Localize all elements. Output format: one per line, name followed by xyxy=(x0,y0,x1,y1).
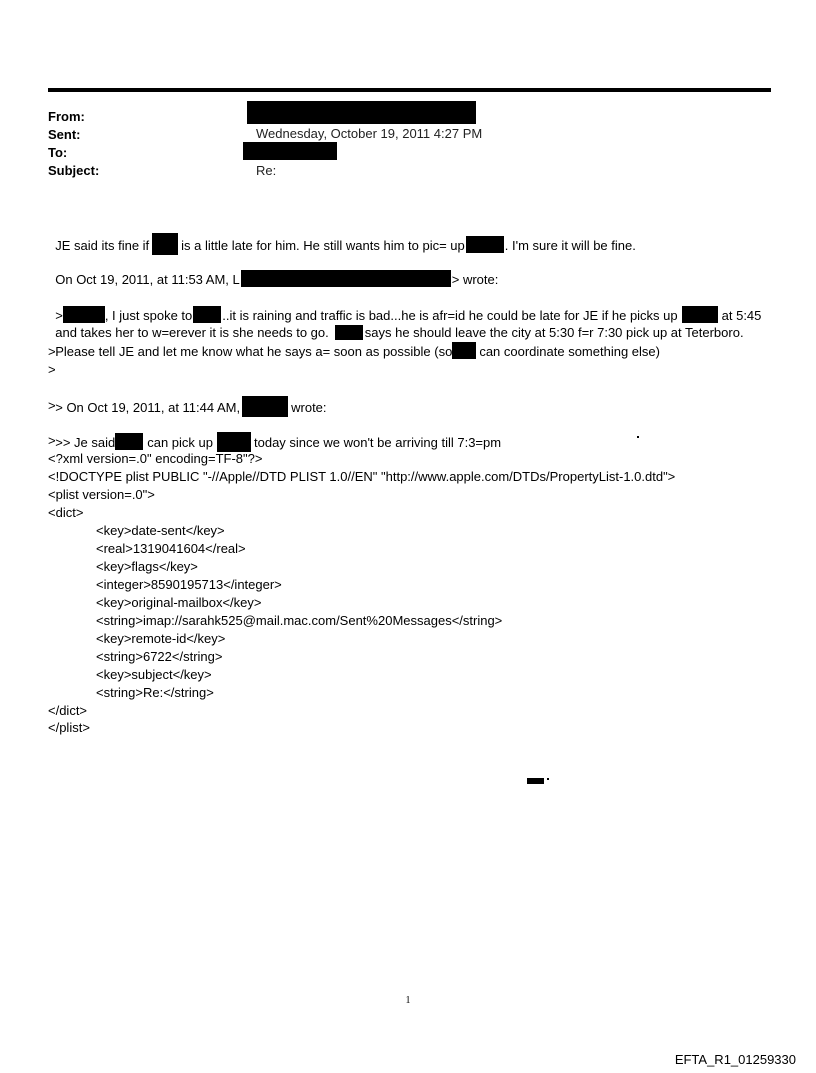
to-label: To: xyxy=(48,145,68,160)
body-line-10 xyxy=(48,414,501,452)
xml-line: <plist version=.0"> xyxy=(48,487,155,502)
sent-value: Wednesday, October 19, 2011 4:27 PM xyxy=(256,126,483,141)
sent-label: Sent: xyxy=(48,127,81,142)
from-label: From: xyxy=(48,109,85,124)
redaction-mark xyxy=(527,778,544,784)
xml-line: <!DOCTYPE plist PUBLIC "-//Apple//DTD PLIST 1.0//EN" "http://www.apple.com/DTDs/PropertyList-1.0.dtd"> xyxy=(48,469,676,484)
text: , I just spoke to xyxy=(104,308,193,323)
subject-label: Subject: xyxy=(48,163,100,178)
subject-value: Re: xyxy=(256,163,277,178)
text: wrote: xyxy=(291,400,327,415)
body-line-5 xyxy=(48,324,660,361)
xml-line: <real>1319041604</real> xyxy=(96,541,246,556)
bates-number: EFTA_R1_01259330 xyxy=(674,1052,796,1067)
body-line-11: > xyxy=(48,433,56,448)
text: > On Oct 19, 2011, at 11:44 AM, xyxy=(55,400,241,415)
text: and takes her to w=erever it is she needs to go. xyxy=(55,325,329,340)
text: . I'm sure it will be fine. xyxy=(504,238,636,253)
redaction xyxy=(115,433,143,450)
xml-line: <key>date-sent</key> xyxy=(96,523,225,538)
xml-line: <key>subject</key> xyxy=(96,667,212,682)
text: ..it is raining and traffic is bad...he is afr=id he could be late for JE if he picks up xyxy=(222,308,678,323)
body-line-7: > xyxy=(48,362,56,377)
text: at 5:45 xyxy=(721,308,762,323)
redaction-from xyxy=(247,101,476,124)
text: says he should leave the city at 5:30 f=r 7:30 pick up at Teterboro. xyxy=(364,325,744,340)
body-line-8 xyxy=(48,378,327,417)
xml-line: </plist> xyxy=(48,720,90,735)
xml-line: <dict> xyxy=(48,505,84,520)
text: is a little late for him. He still wants him to pic= up xyxy=(181,238,465,253)
body-line-9: > xyxy=(48,398,56,413)
text: > wrote: xyxy=(451,272,499,287)
page-number: 1 xyxy=(405,995,411,1006)
text: today since we won't be arriving till 7:3=pm xyxy=(254,435,502,450)
text: > xyxy=(55,308,63,323)
xml-line: <?xml version=.0" encoding=TF-8"?> xyxy=(48,451,263,466)
xml-line: <key>flags</key> xyxy=(96,559,198,574)
text: JE said its fine if xyxy=(55,238,150,253)
text: can pick up xyxy=(147,435,213,450)
xml-line: <key>remote-id</key> xyxy=(96,631,226,646)
xml-line: <integer>8590195713</integer> xyxy=(96,577,282,592)
redaction xyxy=(241,270,451,287)
text: can coordinate something else) xyxy=(479,344,660,359)
xml-line: <string>Re:</string> xyxy=(96,685,214,700)
xml-line: <string>6722</string> xyxy=(96,649,223,664)
header-rule xyxy=(48,88,771,92)
stray-dot xyxy=(547,778,549,780)
redaction xyxy=(452,342,476,359)
redaction xyxy=(217,432,251,452)
text: >> Je said xyxy=(55,435,116,450)
body-line-2 xyxy=(48,252,498,289)
xml-line: </dict> xyxy=(48,703,88,718)
xml-line: <key>original-mailbox</key> xyxy=(96,595,262,610)
body-line-1 xyxy=(48,215,636,255)
redaction-to xyxy=(243,142,337,160)
body-line-6: > xyxy=(48,344,56,359)
redaction xyxy=(466,236,504,253)
xml-line: <string>imap://sarahk525@mail.mac.com/Sent%20Messages</string> xyxy=(96,613,503,628)
text: On Oct 19, 2011, at 11:53 AM, L xyxy=(55,272,240,287)
text: Please tell JE and let me know what he says a= soon as possible (so xyxy=(55,344,453,359)
stray-dot xyxy=(637,436,639,438)
